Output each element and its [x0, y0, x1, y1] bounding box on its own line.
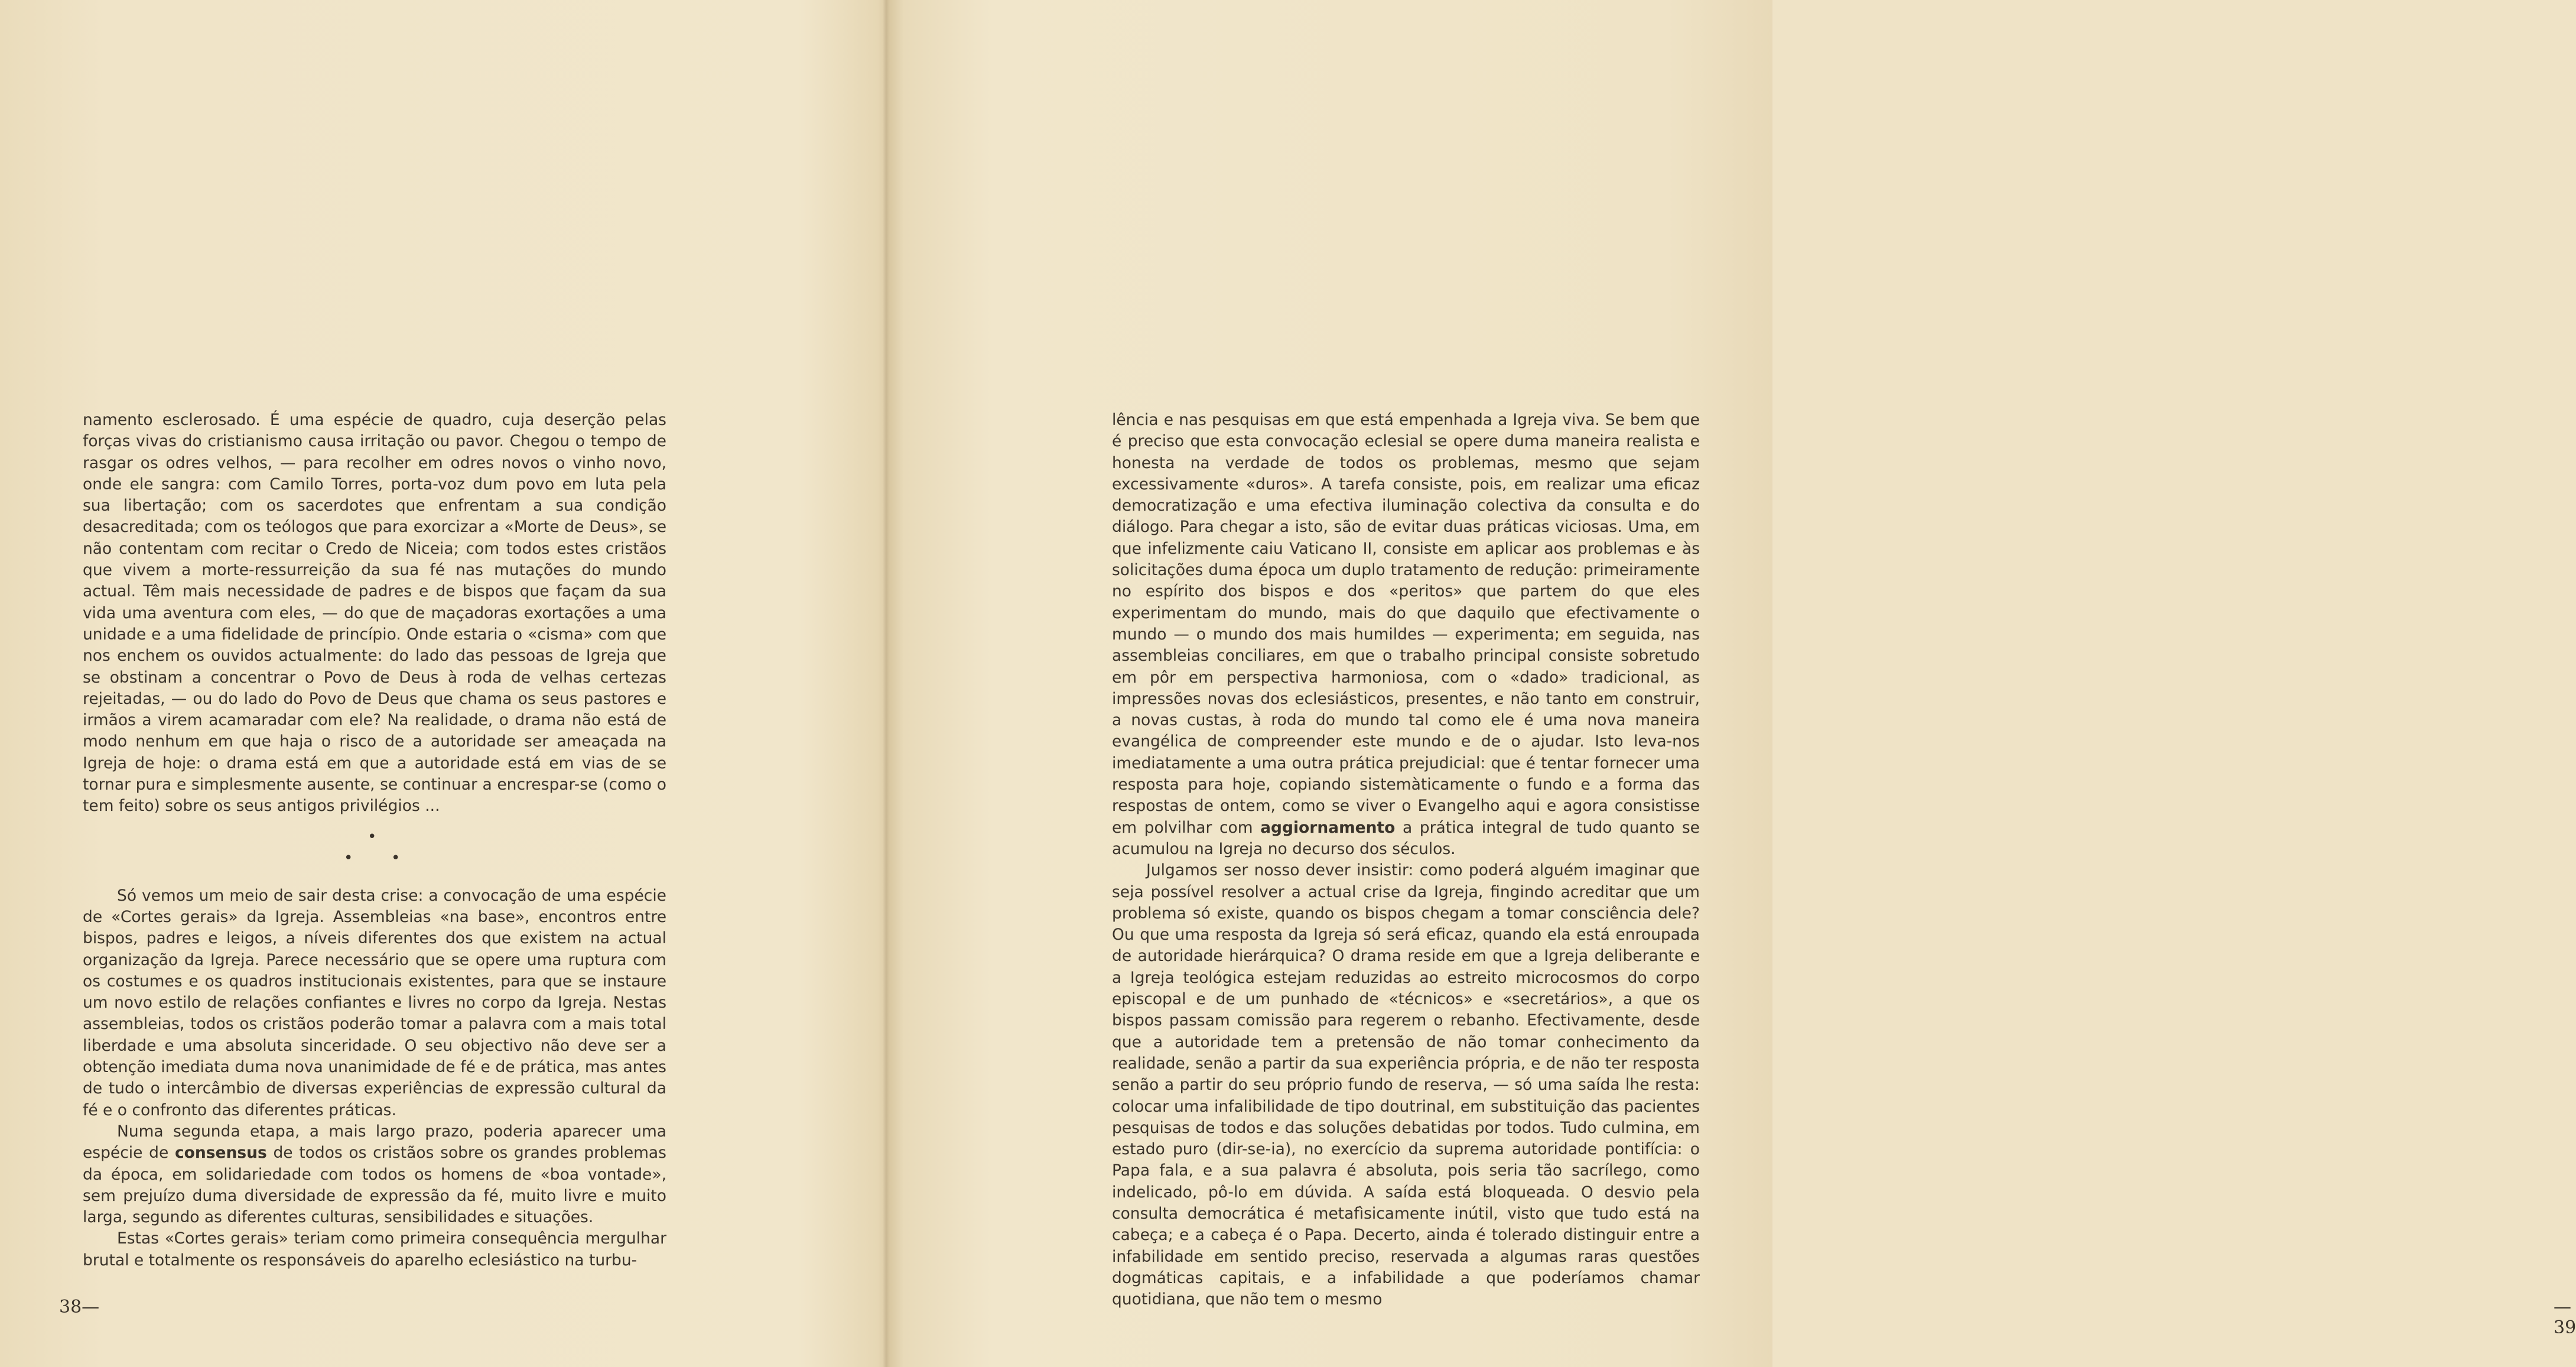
right-paragraph-1-bold-term: aggiornamento — [1260, 818, 1396, 837]
right-page — [886, 0, 2576, 1367]
right-paragraph-2: Julgamos ser nosso dever insistir: como poderá alguém imaginar que seja possível resolver a actual crise da Igreja, fingindo acreditar que um problema só existe, quando os bispos chegam a tomar consciência dele? Ou que uma resposta da Igreja só será eficaz, quando ela está enroupada de autoridade hierárquica? O drama reside em que a Igreja deliberante e a Igreja teológica estejam reduzidas ao estreito microcosmos do corpo episcopal e de um punhado de «técnicos» e «secretários», a que os bispos passam comissão para regerem o rebanho. Efectivamente, desde que a autoridade tem a pretensão de não tomar conhecimento da realidade, senão a partir da sua experiência própria, e de não ter resposta senão a partir do seu próprio fundo de reserva, — só uma saída lhe resta: colocar uma infalibilidade de tipo doutrinal, em substituição das pacientes pesquisas de todos e das soluções debatidas por todos. Tudo culmina, em estado puro (dir-se-ia), no exercício da suprema autoridade pontifícia: o Papa fala, e a sua palavra é absoluta, pois seria tão sacrílego, como indelicado, pô-lo em dúvida. A saída está bloqueada. O desvio pela consulta democrática é metafìsicamente inútil, visto que tudo está na cabeça; e a cabeça é o Papa. Decerto, ainda é tolerado distinguir entre a infabilidade em sentido preciso, reservada a algumas raras questões dogmáticas capitais, e a infabilidade a que poderíamos chamar quotidiana, que não tem o mesmo — [1112, 861, 1700, 1309]
right-page-body — [1112, 410, 1700, 1310]
separator-dot-left: • — [344, 849, 353, 867]
right-paragraph-1 — [1112, 410, 1700, 860]
section-separator — [83, 817, 666, 885]
left-paragraph-4: Estas «Cortes gerais» teriam como primeira consequência mergulhar brutal e totalmente os responsáveis do aparelho eclesiástico na turbu- — [83, 1229, 666, 1269]
page-number-left: 38— — [59, 1297, 100, 1317]
left-paragraph-3-text-a: Numa segunda etapa, a mais largo prazo, poderia aparecer uma espécie de — [83, 1122, 666, 1163]
left-paragraph-3-bold-term: consensus — [174, 1144, 267, 1163]
separator-dot-top: • — [367, 827, 377, 846]
separator-dot-right: • — [391, 849, 401, 867]
left-page-body — [83, 410, 666, 1271]
left-paragraph-2: Só vemos um meio de sair desta crise: a convocação de uma espécie de «Cortes gerais» da Igreja. Assembleias «na base», encontros entre bispos, padres e leigos, a níveis diferentes dos que existem na actual organização da Igreja. Parece necessário que se opere uma ruptura com os costumes e os quadros institucionais existentes, para que se instaure um novo estilo de relações confiantes e livres no corpo da Igreja. Nestas assembleias, todos os cristãos poderão tomar a palavra com a mais total liberdade e uma absoluta sinceridade. O seu objectivo não deve ser a obtenção imediata duma nova unanimidade de fé e de prática, mas antes de tudo o intercâmbio de diversas experiências de expressão cultural da fé e o confronto das diferentes práticas. — [83, 886, 666, 1119]
left-paragraph-3 — [83, 1121, 666, 1228]
page-number-right: —39 — [2554, 1297, 2576, 1338]
left-page — [0, 0, 886, 1367]
left-paragraph-3-text-b: de todos os cristãos sobre os grandes problemas da época, em solidariedade com todos os homens de «boa vontade», sem prejuízo duma diversidade de expressão da fé, muito livre e muito larga, segundo as diferentes culturas, sensibilidades e situações. — [83, 1144, 666, 1227]
right-paragraph-1-text-b: a prática integral de tudo quanto se acumulou na Igreja no decurso dos séculos. — [1112, 818, 1700, 858]
right-paragraph-1-text-a: lência e nas pesquisas em que está empenhada a Igreja viva. Se bem que é preciso que esta convocação eclesial se opere duma maneira realista e honesta na verdade de todos os problemas, mesmo que sejam excessivamente «duros». A tarefa consiste, pois, em realizar uma eficaz democratização e uma efectiva iluminação colectiva da consulta e do diálogo. Para chegar a isto, são de evitar duas práticas viciosas. Uma, em que infelizmente caiu Vaticano II, consiste em aplicar aos problemas e às solicitações duma época um duplo tratamento de redução: primeiramente no espírito dos bispos e dos «peritos» que partem do que eles experimentam do mundo, mais do que daquilo que efectivamente o mundo — o mundo dos mais humildes — experimenta; em seguida, nas assembleias conciliares, em que o trabalho principal consiste sobretudo em pôr em perspectiva harmoniosa, com o «dado» tradicional, as impressões novas dos eclesiásticos, presentes, e não tanto em construir, a novas custas, à roda do mundo tal como ele é uma nova maneira evangélica de compreender este mundo e de o ajudar. Isto leva-nos imediatamente a uma outra prática prejudicial: que é tentar fornecer uma resposta para hoje, copiando sistemàticamente o fundo e a forma das respostas de ontem, como se viver o Evangelho aqui e agora consistisse em polvilhar com — [1112, 411, 1700, 837]
left-paragraph-1: namento esclerosado. É uma espécie de quadro, cuja deserção pelas forças vivas do cristianismo causa irritação ou pavor. Chegou o tempo de rasgar os odres velhos, — para recolher em odres novos o vinho novo, onde ele sangra: com Camilo Torres, porta-voz dum povo em luta pela sua libertação; com os sacerdotes que enfrentam a sua condição desacreditada; com os teólogos que para exorcizar a «Morte de Deus», se não contentam com recitar o Credo de Niceia; com todos estes cristãos que vivem a morte-ressurreição da sua fé nas mutações do mundo actual. Têm mais necessidade de padres e de bispos que façam da sua vida uma aventura com eles, — do que de maçadoras exortações a uma unidade e a uma fidelidade de princípio. Onde estaria o «cisma» com que nos enchem os ouvidos actualmente: do lado das pessoas de Igreja que se obstinam a concentrar o Povo de Deus à roda de velhas certezas rejeitadas, — ou do lado do Povo de Deus que chama os seus pastores e irmãos a virem acamaradar com ele? Na realidade, o drama não está de modo nenhum em que haja o risco de a autoridade ser ameaçada na Igreja de hoje: o drama está em que a autoridade está em vias de se tornar pura e simplesmente ausente, se continuar a encrespar-se (como o tem feito) sobre os seus antigos privilégios ... — [83, 411, 666, 816]
